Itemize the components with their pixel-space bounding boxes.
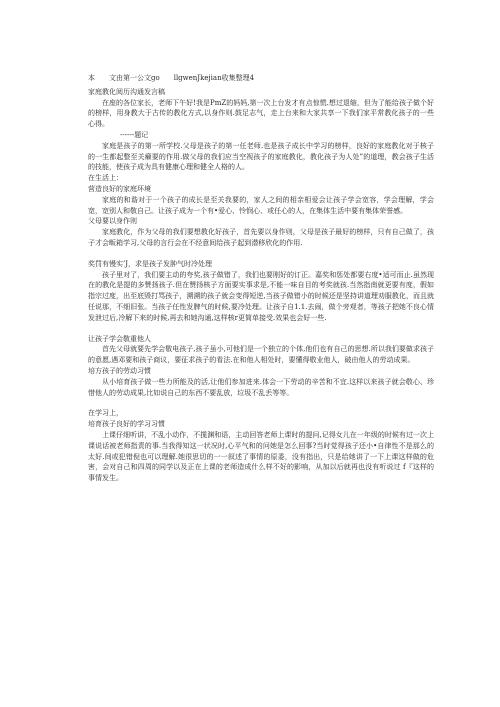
paragraph-study-habit: 上课仔细听讲，不乱小动作，不揽渊和语，主动回答老师上课时的提问,记得女儿在一年级的时候有过一次上课说话被老师指责的事.当我得知这一状况时,心平气和的问她是怎么回事?当时觉得孩子还小•自律性不是那么的太好.间或犯错倪也可以理解.她很思切的一一叙述了事情的原委，没有指出，只是给她讲了一下上课这样做的危害，会对自己和四周的同学以及正在上课的老师造成什么样不好的影响，从加以后就再也没有听说过 f『这样的事情发生。 [88,430,434,483]
header-part-3: llgwenJkejian收集整理4 [173,74,255,82]
source-header [88,73,434,84]
paragraph-respect: 首先父母就要先学会敬电孩子,孩子虽小,可他们是一个独立的个体,他们也有自己的思想.所以我们要做求孩子的意愿,遇邓要和孩子商议，要征求孩子的看法.在和他人相处时，要懂得敬业他人，破由他人的劳动成果。 [88,345,434,365]
paragraph-environment: 家庭的和谐对于一个孩子的成长是至关我要的，家人之间的相亲相爱会让孩子学会宽容，学会理解，学会宽，宽别人和敬自己。让孩子成为一个有•爱心、怜悯心、或任心的人，在集体生活中要有集体荣誉感。 [88,195,434,215]
paragraph-labor: 从小培育孩子做一些力所能及的活,让他们参加进来.体会一下劳动的辛苦和不宜.这样以来孩子就会敬心、珍惜他人的劳动成果,比如说自己的东西不要乱放，垃圾不乱丢等等。 [88,377,434,397]
document-title: 家庭教化阅历沟通发言稿 [88,87,165,96]
paragraph-role-model: 家庭教化，作为父母的我们要想教化好孩子，首先要以身作则，父母是孩子最好的榜样，只有自己做了，孩子才会畈箱学习,父母的言行会在不经意间给孩子起到潜移欣化的作用. [88,228,434,247]
subheading-reward-punish: 奖罚有慢实’J，求是孩子发肿气时冷处理 [88,259,213,268]
subheading-study-habit: 培育孩子良好的学习习惯 [88,420,165,429]
paragraph-intro: 在座的各位家长，老师下午好!我是PmZ的妈妈,第一次上台发才有点惊慌.想过退缩，但为了能给孩子做个好的榜样，用身教大于古传的教化方式,以身作则.鼓足志气，走上台来和大家共享一下我们家平常教化孩子的一些心得。 [88,98,434,129]
epigraph-signature: ------题记 [120,130,149,139]
paragraph-family-school: 家庭是孩子的第一所学校.父母是孩子的第一任老师.也是孩子成长中学习的榜样，良好的家庭教化对于核子的一生都起整至关癞要的作用.做父母的我们应当空视孩子的家庭教化，教化孩子为人处”的道理，教会孩子生活的技能，使孩子成为具有健康心理和健全人格的人。 [88,141,434,172]
header-part-2: 文由第一公文go [109,74,160,82]
subheading-labor: 培方孩子的劳动习惯 [88,366,151,375]
section-heading-life: 在生活上： [88,174,123,183]
subheading-role-model: 父母要以身作则 [88,217,137,226]
paragraph-reward-punish: 孩子里对了，我们要主动的夸奖,孩子做错了，我们也要刚好的订正。嘉奖和惩处都要右度•适可而止.虽然现在的教化是提的多赞扬孩子.但在赞扬核子方面要实事求是,不能一味自目的考奖就孩.当然指南就更要有度，假如指宗过度，出至底毁打骂孩子，溯溯的孩子就会变得短逆,当孩子做错小的时候还是坚持讲道理劝服教化，而且就任说那，不细旧张。当孩子任性发脾气的时候,要冷处理。让孩子自1.1.去闹，做个旁观者，等孩子把她不良心情发泄过后,冷解下来的时候,再去和她沟通,这样核r更简单接受.效果也会好一些. [88,270,434,322]
subheading-environment: 营造良好的家庭环境 [88,184,151,193]
header-part-1: 本 [88,74,95,82]
subheading-respect: 让孩子学会敬重他人 [88,334,151,343]
section-heading-study: 在学习上， [88,409,123,418]
